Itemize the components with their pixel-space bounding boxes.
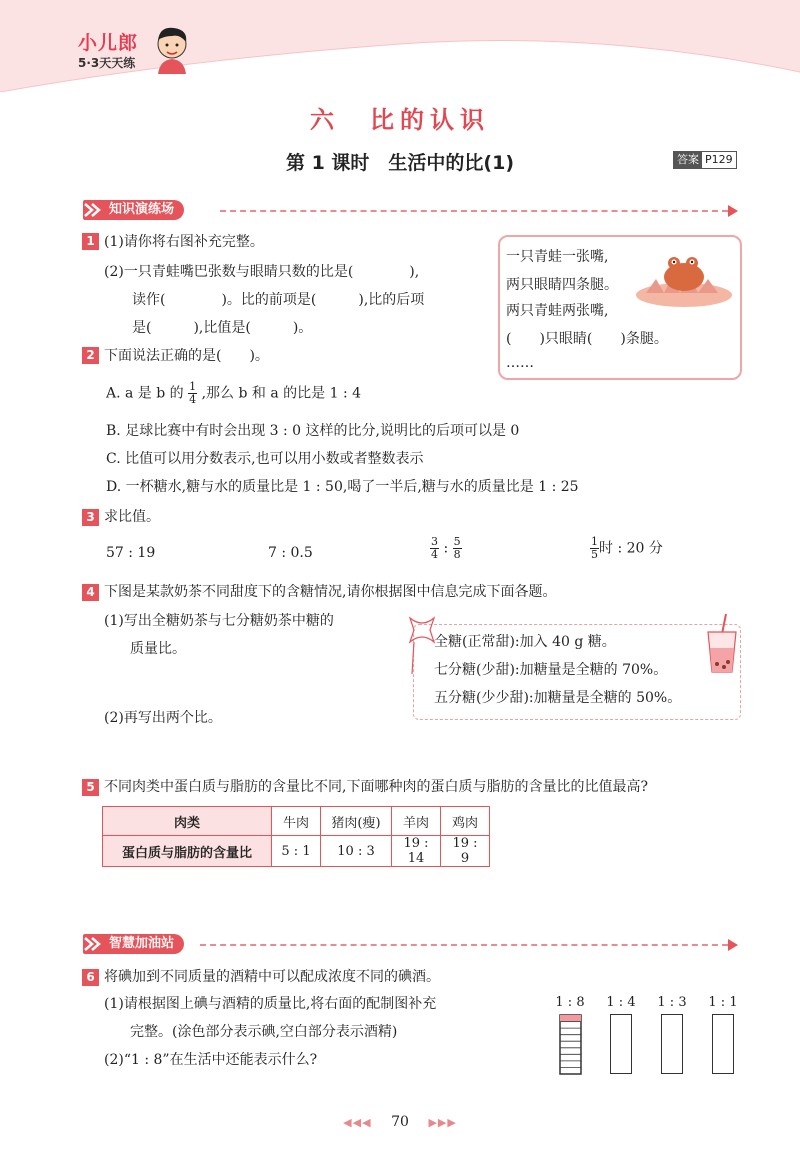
table-cell: 鸡肉 [441,807,490,836]
fraction-denominator: 5 [591,548,598,561]
page-prev-arrows-icon: ◀◀◀ [343,1116,372,1129]
page-next-arrows-icon: ▶▶▶ [428,1116,457,1129]
q3-expr-4 [590,536,663,561]
bar-label: 1 : 8 [555,995,585,1010]
lesson-title: 第 1 课时 生活中的比(1) [285,152,515,174]
table-cell: 牛肉 [272,807,321,836]
section-divider-line [220,210,728,212]
tea-info-fifty: 五分糖(少少甜):加糖量是全糖的 50%。 [434,690,682,706]
table-cell: 羊肉 [392,807,441,836]
table-cell: 5 : 1 [272,836,321,867]
question-number-2: 2 [82,347,99,364]
ratio-colon: : [443,540,449,557]
section-arrow-icon [728,939,738,951]
fraction [590,536,599,561]
q3-expr-1: 57 : 19 [106,545,156,561]
rhyme-line-5: …… [506,355,534,371]
fraction [188,381,197,406]
question-number-1: 1 [82,233,99,250]
fraction-numerator: 3 [431,535,438,548]
q6-part2: (2)“1 : 8”在生活中还能表示什么? [104,1052,318,1068]
double-arrow-icon [84,203,102,217]
q2-option-d: D. 一杯糖水,糖与水的质量比是 1 : 50,喝了一半后,糖与水的质量比是 1 : 25 [106,479,579,495]
table-cell: 19 : 9 [441,836,490,867]
unit-title: 六 比的认识 [310,106,490,134]
q6-part1-line2: 完整。(涂色部分表示碘,空白部分表示酒精) [130,1024,398,1040]
table-row [103,807,490,836]
table-cell: 10 : 3 [321,836,392,867]
page-number: 70 [391,1114,409,1130]
rhyme-line-4: ( )只眼睛( )条腿。 [506,331,668,347]
q1-part2-line2: 读作( )。比的前项是( ),比的后项 [132,292,425,308]
q2-option-b: B. 足球比赛中有时会出现 3 : 0 这样的比分,说明比的后项可以是 0 [106,423,520,439]
rhyme-line-2: 两只眼睛四条腿。 [506,277,618,293]
q2-option-a-pre: A. a 是 b 的 [106,385,184,402]
q4-part1-line2: 质量比。 [130,641,186,657]
answer-tag-label: 答案 [674,152,702,168]
q4-part2: (2)再写出两个比。 [104,710,222,726]
frog-rhyme-box [498,235,742,380]
bar-label: 1 : 1 [708,995,738,1010]
ratio-bar-1-8 [559,1014,582,1075]
question-number-6: 6 [82,969,99,986]
q3-stem: 求比值。 [104,509,160,525]
table-cell: 19 : 14 [392,836,441,867]
q1-part2-line1: (2)一只青蛙嘴巴张数与眼睛只数的比是( ), [104,264,420,280]
q4-part1-line1: (1)写出全糖奶茶与七分糖奶茶中糖的 [104,613,334,629]
section-banner-practice: 知识演练场 [83,200,184,220]
q6-part1-line1: (1)请根据图上碘与酒精的质量比,将右面的配制图补充 [104,996,437,1012]
ratio-bar-1-1 [712,1014,734,1074]
section-banner-advanced: 智慧加油站 [83,934,184,954]
brand-logo: 小儿郎 [78,32,139,54]
double-arrow-icon [84,937,102,951]
q2-option-c: C. 比值可以用分数表示,也可以用小数或者整数表示 [106,451,424,467]
fraction [430,536,439,561]
q6-stem: 将碘加到不同质量的酒精中可以配成浓度不同的碘酒。 [104,969,440,985]
meat-ratio-table [102,806,490,867]
q3-expr-3 [430,536,462,561]
q3-expr-4-post: 时 : 20 分 [599,540,663,557]
question-number-4: 4 [82,584,99,601]
mascot-boy-icon [150,24,194,74]
table-header-meat: 肉类 [103,807,272,836]
series-name: 5·3天天练 [78,56,136,70]
q2-stem: 下面说法正确的是( )。 [104,348,269,364]
fraction [453,536,462,561]
q5-stem: 不同肉类中蛋白质与脂肪的含量比不同,下面哪种肉的蛋白质与脂肪的含量比的比值最高? [104,779,648,795]
bar-label: 1 : 3 [657,995,687,1010]
q4-stem: 下图是某款奶茶不同甜度下的含糖情况,请你根据图中信息完成下面各题。 [104,584,557,600]
tea-info-seventy: 七分糖(少甜):加糖量是全糖的 70%。 [434,662,668,678]
q1-part1: (1)请你将右图补充完整。 [104,234,264,250]
q3-expr-2: 7 : 0.5 [268,545,313,561]
tea-info-full: 全糖(正常甜):加入 40 g 糖。 [434,634,616,650]
milk-tea-cup-icon [702,612,742,674]
rhyme-line-3: 两只青蛙两张嘴, [506,303,609,319]
table-cell: 猪肉(瘦) [321,807,392,836]
rhyme-line-1: 一只青蛙一张嘴, [506,249,609,265]
bar-label: 1 : 4 [606,995,636,1010]
answer-tag-page: P129 [705,153,733,166]
frog-illustration-icon [626,243,734,309]
q2-option-a-post: ,那么 b 和 a 的比是 1 : 4 [201,385,362,402]
table-row [103,836,490,867]
section-divider-line [200,944,728,946]
fraction-numerator: 5 [453,535,461,548]
q1-part2-line3: 是( ),比值是( )。 [132,320,313,336]
ratio-bar-1-3 [661,1014,683,1074]
fraction-denominator: 4 [431,548,438,561]
fraction-numerator: 1 [591,535,598,548]
milk-tea-info-box [413,624,741,720]
section-arrow-icon [728,205,738,217]
page-footer [0,1114,800,1130]
ribbon-icon [406,616,438,676]
fraction-numerator: 1 [189,380,197,393]
fraction-denominator: 8 [453,548,461,561]
question-number-3: 3 [82,509,99,526]
fraction-denominator: 4 [189,393,197,406]
question-number-5: 5 [82,779,99,796]
answer-page-tag [673,151,737,169]
table-header-ratio: 蛋白质与脂肪的含量比 [103,836,272,867]
ratio-bar-1-4 [610,1014,632,1074]
q2-option-a [106,381,361,406]
